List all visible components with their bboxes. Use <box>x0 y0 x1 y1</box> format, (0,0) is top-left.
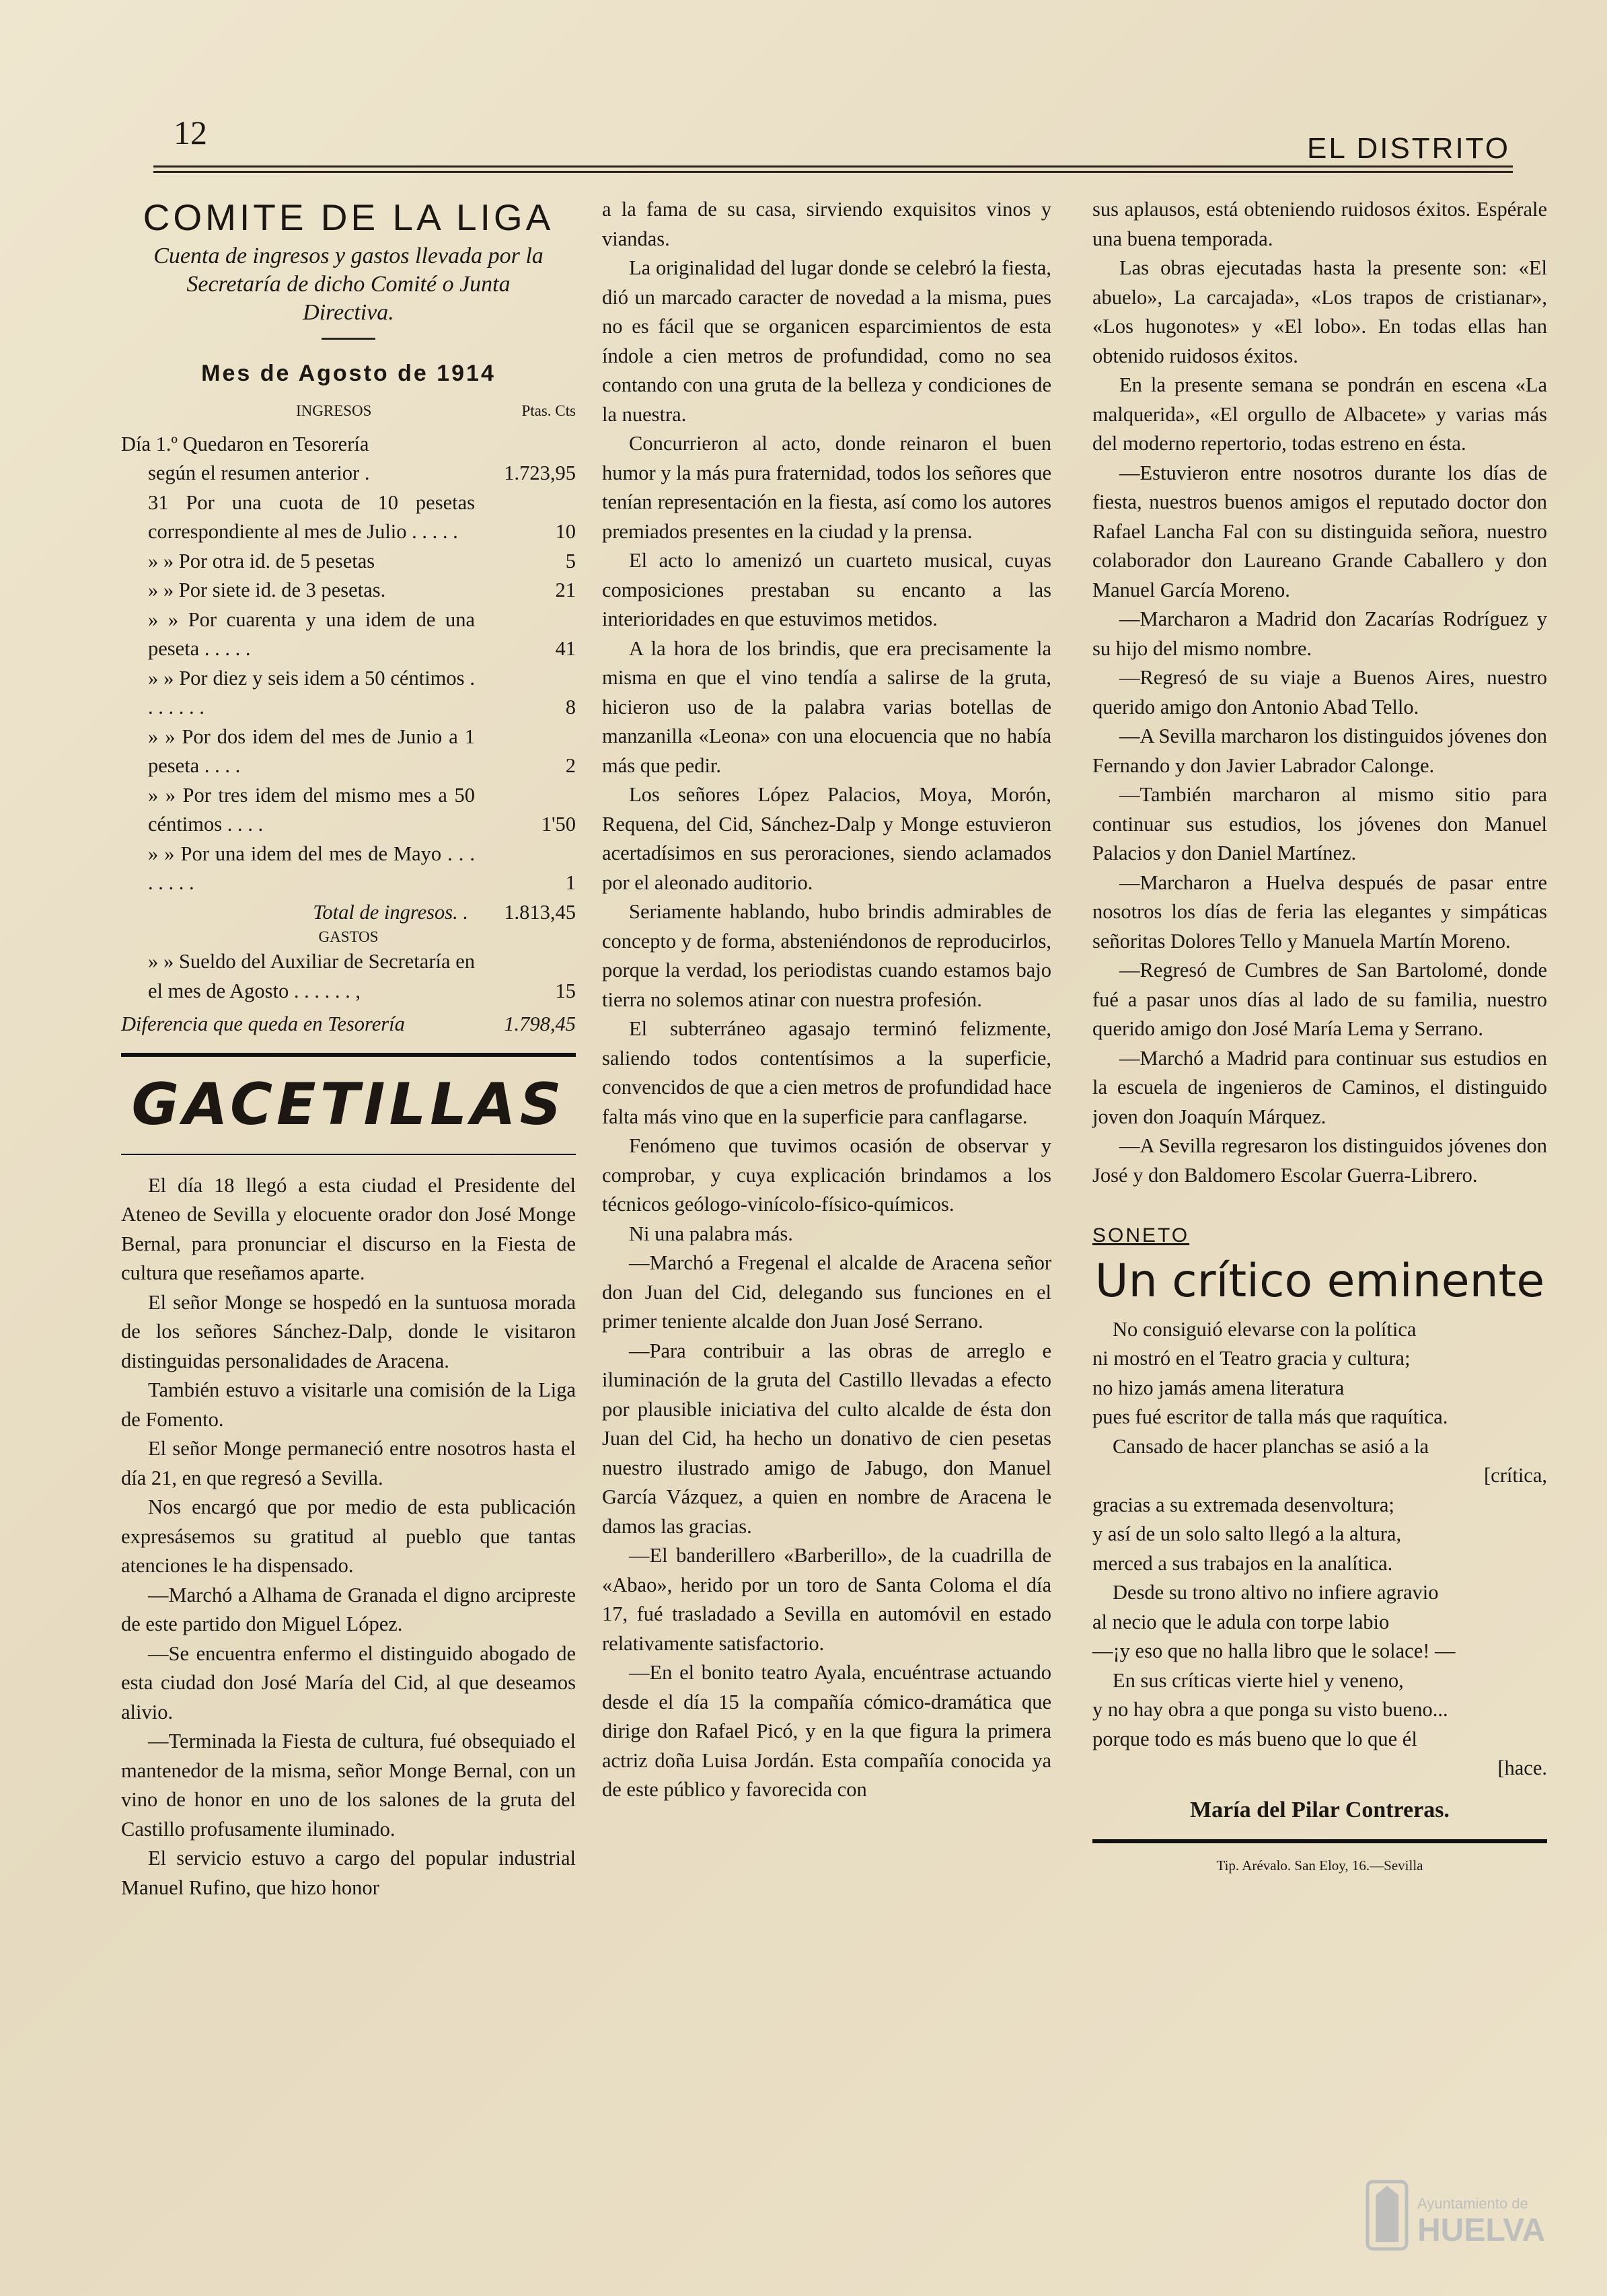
ledger-row <box>121 430 576 459</box>
news-paragraph: En la presente semana se pondrán en escena «La malquerida», «El orgullo de Albacete» y varias más del moderno repertorio, todas estreno en ésta. <box>1092 373 1547 455</box>
soneto-label: SONETO <box>1092 1224 1190 1247</box>
news-paragraph: —Para contribuir a las obras de arreglo e iluminación de la gruta del Castillo llevadas a efecto por plausible iniciativa del culto alcalde de ésta don Juan del Cid, ha hecho un donativo de cien pesetas nuestro ilustrado amigo de Jabugo, don Manuel García Vázquez, a quien en nombre de Aracena le damos las gracias. <box>602 1339 1051 1538</box>
ledger-value: 5 <box>565 549 576 572</box>
ledger-text: » » Por dos idem del mes de Junio a 1 peseta . . . . <box>148 725 475 777</box>
ledger-value: 1 <box>565 871 576 894</box>
ledger-text: Día 1.º Quedaron en Tesorería <box>121 432 369 455</box>
ledger-text: » » Por diez y seis idem a 50 céntimos . . . . . . . <box>148 666 475 718</box>
news-paragraph: —En el bonito teatro Ayala, encuéntrase actuando desde el día 15 la compañía cómico-dramática que dirige don Rafael Picó, y en la que figura la primera actriz doña Luisa Jordán. Esta compañía conocida ya de este público y favorecida con <box>602 1661 1051 1801</box>
poem-line: Cansado de hacer planchas se asió a la <box>1113 1434 1429 1458</box>
news-paragraph: —Regresó de Cumbres de San Bartolomé, donde fué a pasar unos días al lado de su familia, nuestro querido amigo don José María Lema y Serrano. <box>1092 959 1547 1040</box>
ledger-value: 21 <box>555 579 576 601</box>
diferencia-row <box>121 1010 576 1039</box>
news-paragraph: Nos encargó que por medio de esta publicación expresásemos su gratitud al pueblo que tantas atenciones le ha dispensado. <box>121 1495 576 1577</box>
ledger-row <box>121 576 576 605</box>
ledger-value: 41 <box>555 637 576 660</box>
column-2 <box>602 195 1051 1805</box>
poem-line: —¡y eso que no halla libro que le solace! — <box>1092 1639 1456 1662</box>
ledger-text: 31 Por una cuota de 10 pesetas correspondiente al mes de Julio . . . . . <box>148 490 475 543</box>
ledger-text: » » Por cuarenta y una idem de una peseta . . . . . <box>148 607 475 660</box>
gastos-text: » » Sueldo del Auxiliar de Secretaría en el mes de Agosto . . . . . . , <box>148 950 475 1002</box>
news-paragraph: El señor Monge se hospedó en la suntuosa morada de los señores Sánchez-Dalp, donde le visitaron distinguidas personalidades de Aracena. <box>121 1290 576 1372</box>
gacetillas-heading: GACETILLAS <box>131 1070 566 1138</box>
watermark-text-1: Ayuntamiento de <box>1417 2195 1528 2212</box>
poem-line: [crítica, <box>1484 1464 1547 1487</box>
news-paragraph: —Se encuentra enfermo el distinguido abogado de esta ciudad don José María del Cid, al que deseamos alivio. <box>121 1641 576 1724</box>
news-paragraph: —Marchó a Alhama de Granada el digno arcipreste de este partido don Miguel López. <box>121 1583 576 1635</box>
ingresos-total <box>121 898 576 928</box>
news-paragraph: Los señores López Palacios, Moya, Morón, Requena, del Cid, Sánchez-Dalp y Monge estuvieron acertadísimos en sus peroraciones, siendo aclamados por el aleonado auditorio. <box>602 783 1051 894</box>
poem-line: merced a sus trabajos en la analítica. <box>1092 1551 1393 1575</box>
month-heading: Mes de Agosto de 1914 <box>201 361 496 386</box>
gacetillas-col1 <box>121 1171 576 1903</box>
gastos-value: 15 <box>555 979 576 1002</box>
news-paragraph: Ni una palabra más. <box>629 1222 793 1245</box>
news-paragraph: —A Sevilla regresaron los distinguidos jóvenes don José y don Baldomero Escolar Guerra-Librero. <box>1092 1134 1547 1187</box>
news-paragraph: Concurrieron al acto, donde reinaron el buen humor y la más pura fraternidad, todos los señores que tenían representación en la fiesta, así como los autores premiados presentes en la ciudad y la prensa. <box>602 432 1051 543</box>
newspaper-title: EL DISTRITO <box>1307 132 1510 165</box>
column-1 <box>121 182 576 1902</box>
news-paragraph: —Regresó de su viaje a Buenos Aires, nuestro querido amigo don Antonio Abad Tello. <box>1092 666 1547 718</box>
gastos-row <box>121 947 576 1006</box>
liga-subtitle: Cuenta de ingresos y gastos llevada por la Secretaría de dicho Comité o Junta Directiva. <box>153 244 544 325</box>
ingresos-label: INGRESOS <box>296 402 372 419</box>
ledger-text: según el resumen anterior . <box>148 461 370 484</box>
ledger-value: 1.723,95 <box>504 461 576 484</box>
news-paragraph: —Estuvieron entre nosotros durante los días de fiesta, nuestros buenos amigos el reputado doctor don Rafael Lancha Fal con su distinguida señora, nuestro colaborador don Laureano Grande Caballero y don Manuel García Moreno. <box>1092 461 1547 601</box>
ledger-row <box>121 840 576 898</box>
news-paragraph: El acto lo amenizó un cuarteto musical, cuyas composiciones prestaban su encanto a las interioridades en que estuvimos metidos. <box>602 549 1051 630</box>
short-rule <box>322 338 375 340</box>
ledger-value: 2 <box>565 754 576 777</box>
news-paragraph: A la hora de los brindis, que era precisamente la misma en que el vino tendía a salirse de la gruta, hicieron uso de la palabra varias botellas de manzanilla «Leona» con una elocuencia que no había más que pedir. <box>602 636 1051 777</box>
total-value: 1.813,45 <box>504 900 576 924</box>
watermark-text-2: HUELVA <box>1417 2213 1546 2248</box>
ledger-row <box>121 605 576 664</box>
ledger-row <box>121 781 576 840</box>
poem-line: no hizo jamás amena literatura <box>1092 1376 1345 1399</box>
poem-line: No consiguió elevarse con la política <box>1113 1317 1417 1341</box>
ledger-row <box>121 723 576 781</box>
poem-line: porque todo es más bueno que lo que él <box>1092 1727 1417 1750</box>
ledger-value: 10 <box>555 520 576 543</box>
ingresos-header <box>121 396 576 426</box>
poem-line: al necio que le adula con torpe labio <box>1092 1610 1390 1633</box>
poem-line: pues fué escritor de talla más que raquítica. <box>1092 1405 1448 1428</box>
news-paragraph: —Marcharon a Madrid don Zacarías Rodríguez y su hijo del mismo nombre. <box>1092 607 1547 660</box>
news-paragraph: —Terminada la Fiesta de cultura, fué obsequiado el mantenedor de la misma, señor Monge Bernal, con un vino de honor en uno de los salones de la gruta del Castillo profusamente iluminado. <box>121 1730 576 1841</box>
news-paragraph: La originalidad del lugar donde se celebró la fiesta, dió un marcado caracter de novedad a la misma, pues no es fácil que se organicen esparcimientos de esta índole a cien metros de profundidad, como no sea contando con una gruta de la belleza y condiciones de la nuestra. <box>602 256 1051 426</box>
gastos-label: GASTOS <box>318 928 379 945</box>
ingresos-list <box>121 430 576 1039</box>
news-paragraph: —El banderillero «Barberillo», de la cuadrilla de «Abao», herido por un toro de Santa Coloma el día 17, fué trasladado a Sevilla en automóvil en estado relativamente satisfactorio. <box>602 1544 1051 1655</box>
poem-title: Un crítico eminente <box>1094 1254 1545 1308</box>
poem-author: María del Pilar Contreras. <box>1190 1797 1450 1822</box>
section-rule <box>121 1053 576 1057</box>
ledger-row <box>121 488 576 547</box>
poem-line: Desde su trono altivo no infiere agravio <box>1113 1581 1439 1604</box>
poem-line: gracias a su extremada desenvoltura; <box>1092 1493 1394 1516</box>
ledger-value: 1'50 <box>541 813 576 836</box>
column-3 <box>1092 195 1547 1881</box>
poem-line: [hace. <box>1497 1756 1547 1779</box>
poem-body <box>1092 1315 1547 1783</box>
section-rule-thin <box>121 1154 576 1155</box>
footer-rule <box>1092 1839 1547 1843</box>
news-paragraph: Fenómeno que tuvimos ocasión de observar y comprobar, y cuya explicación brindamos a los técnicos geólogo-vinícolo-físico-químicos. <box>602 1134 1051 1216</box>
news-paragraph: —A Sevilla marcharon los distinguidos jóvenes don Fernando y don Javier Labrador Calonge. <box>1092 725 1547 777</box>
news-paragraph: Seriamente hablando, hubo brindis admirables de concepto y de forma, absteniéndonos de reproducirlos, porque la verdad, los periodistas cuando estamos bajo tierra no solemos atinar con nuestra profesión. <box>602 900 1051 1011</box>
city-council-watermark-icon <box>1363 2176 1565 2257</box>
news-paragraph: El subterráneo agasajo terminó felizmente, saliendo todos contentísimos a la superficie, convencidos de que a cien metros de profundidad hace falta más vino que en la superficie para canflagarse. <box>602 1017 1051 1128</box>
ledger-text: » » Por otra id. de 5 pesetas <box>148 549 375 572</box>
poem-line: En sus críticas vierte hiel y veneno, <box>1113 1668 1404 1692</box>
printer-line: Tip. Arévalo. San Eloy, 16.—Sevilla <box>1216 1857 1423 1874</box>
news-paragraph: El servicio estuvo a cargo del popular industrial Manuel Rufino, que hizo honor <box>121 1847 576 1899</box>
news-paragraph: —También marcharon al mismo sitio para continuar sus estudios, los jóvenes don Manuel Palacios y don Daniel Martínez. <box>1092 783 1547 864</box>
ledger-text: » » Por una idem del mes de Mayo . . . . . . . . <box>148 842 475 894</box>
diferencia-value: 1.798,45 <box>504 1012 576 1035</box>
header-rule-top <box>153 165 1513 168</box>
news-paragraph: a la fama de su casa, sirviendo exquisitos vinos y viandas. <box>602 198 1051 250</box>
news-paragraph: Las obras ejecutadas hasta la presente son: «El abuelo», La carcajada», «Los trapos de cristianar», «Los hugonotes» y «El lobo». En todas ellas han obtenido ruidosos éxitos. <box>1092 256 1547 367</box>
ledger-text: » » Por tres idem del mismo mes a 50 céntimos . . . . <box>148 783 475 836</box>
news-paragraph: sus aplausos, está obteniendo ruidosos éxitos. Espérale una buena temporada. <box>1092 198 1547 250</box>
news-paragraph: También estuvo a visitarle una comisión de la Liga de Fomento. <box>121 1378 576 1431</box>
liga-title: COMITE DE LA LIGA <box>143 196 554 238</box>
currency-label: Ptas. Cts <box>521 402 576 419</box>
diferencia-label: Diferencia que queda en Tesorería <box>121 1012 405 1035</box>
news-paragraph: —Marchó a Fregenal el alcalde de Aracena señor don Juan del Cid, delegando sus funciones en el primer teniente alcalde don Juan José Serrano. <box>602 1251 1051 1333</box>
news-paragraph: El señor Monge permaneció entre nosotros hasta el día 21, en que regresó a Sevilla. <box>121 1437 576 1489</box>
header-rule-bottom <box>153 171 1513 173</box>
poem-line: y no hay obra a que ponga su visto bueno... <box>1092 1698 1448 1721</box>
ledger-row <box>121 664 576 723</box>
ledger-row <box>121 547 576 577</box>
total-label: Total de ingresos. . <box>313 900 468 924</box>
news-paragraph: —Marcharon a Huelva después de pasar entre nosotros los días de feria las elegantes y simpáticas señoritas Dolores Tello y Manuela Martín Moreno. <box>1092 871 1547 953</box>
news-paragraph: —Marchó a Madrid para continuar sus estudios en la escuela de ingenieros de Caminos, el distinguido joven don Joaquín Márquez. <box>1092 1046 1547 1128</box>
ledger-text: » » Por siete id. de 3 pesetas. <box>148 579 386 601</box>
poem-line: ni mostró en el Teatro gracia y cultura; <box>1092 1347 1411 1370</box>
news-paragraph: El día 18 llegó a esta ciudad el Presidente del Ateneo de Sevilla y elocuente orador don José Monge Bernal, para pronunciar el discurso en la Fiesta de cultura que reseñamos aparte. <box>121 1173 576 1284</box>
page-number: 12 <box>174 114 207 151</box>
ledger-row <box>121 459 576 488</box>
ledger-value: 8 <box>565 696 576 718</box>
poem-line: y así de un solo salto llegó a la altura, <box>1092 1522 1402 1545</box>
